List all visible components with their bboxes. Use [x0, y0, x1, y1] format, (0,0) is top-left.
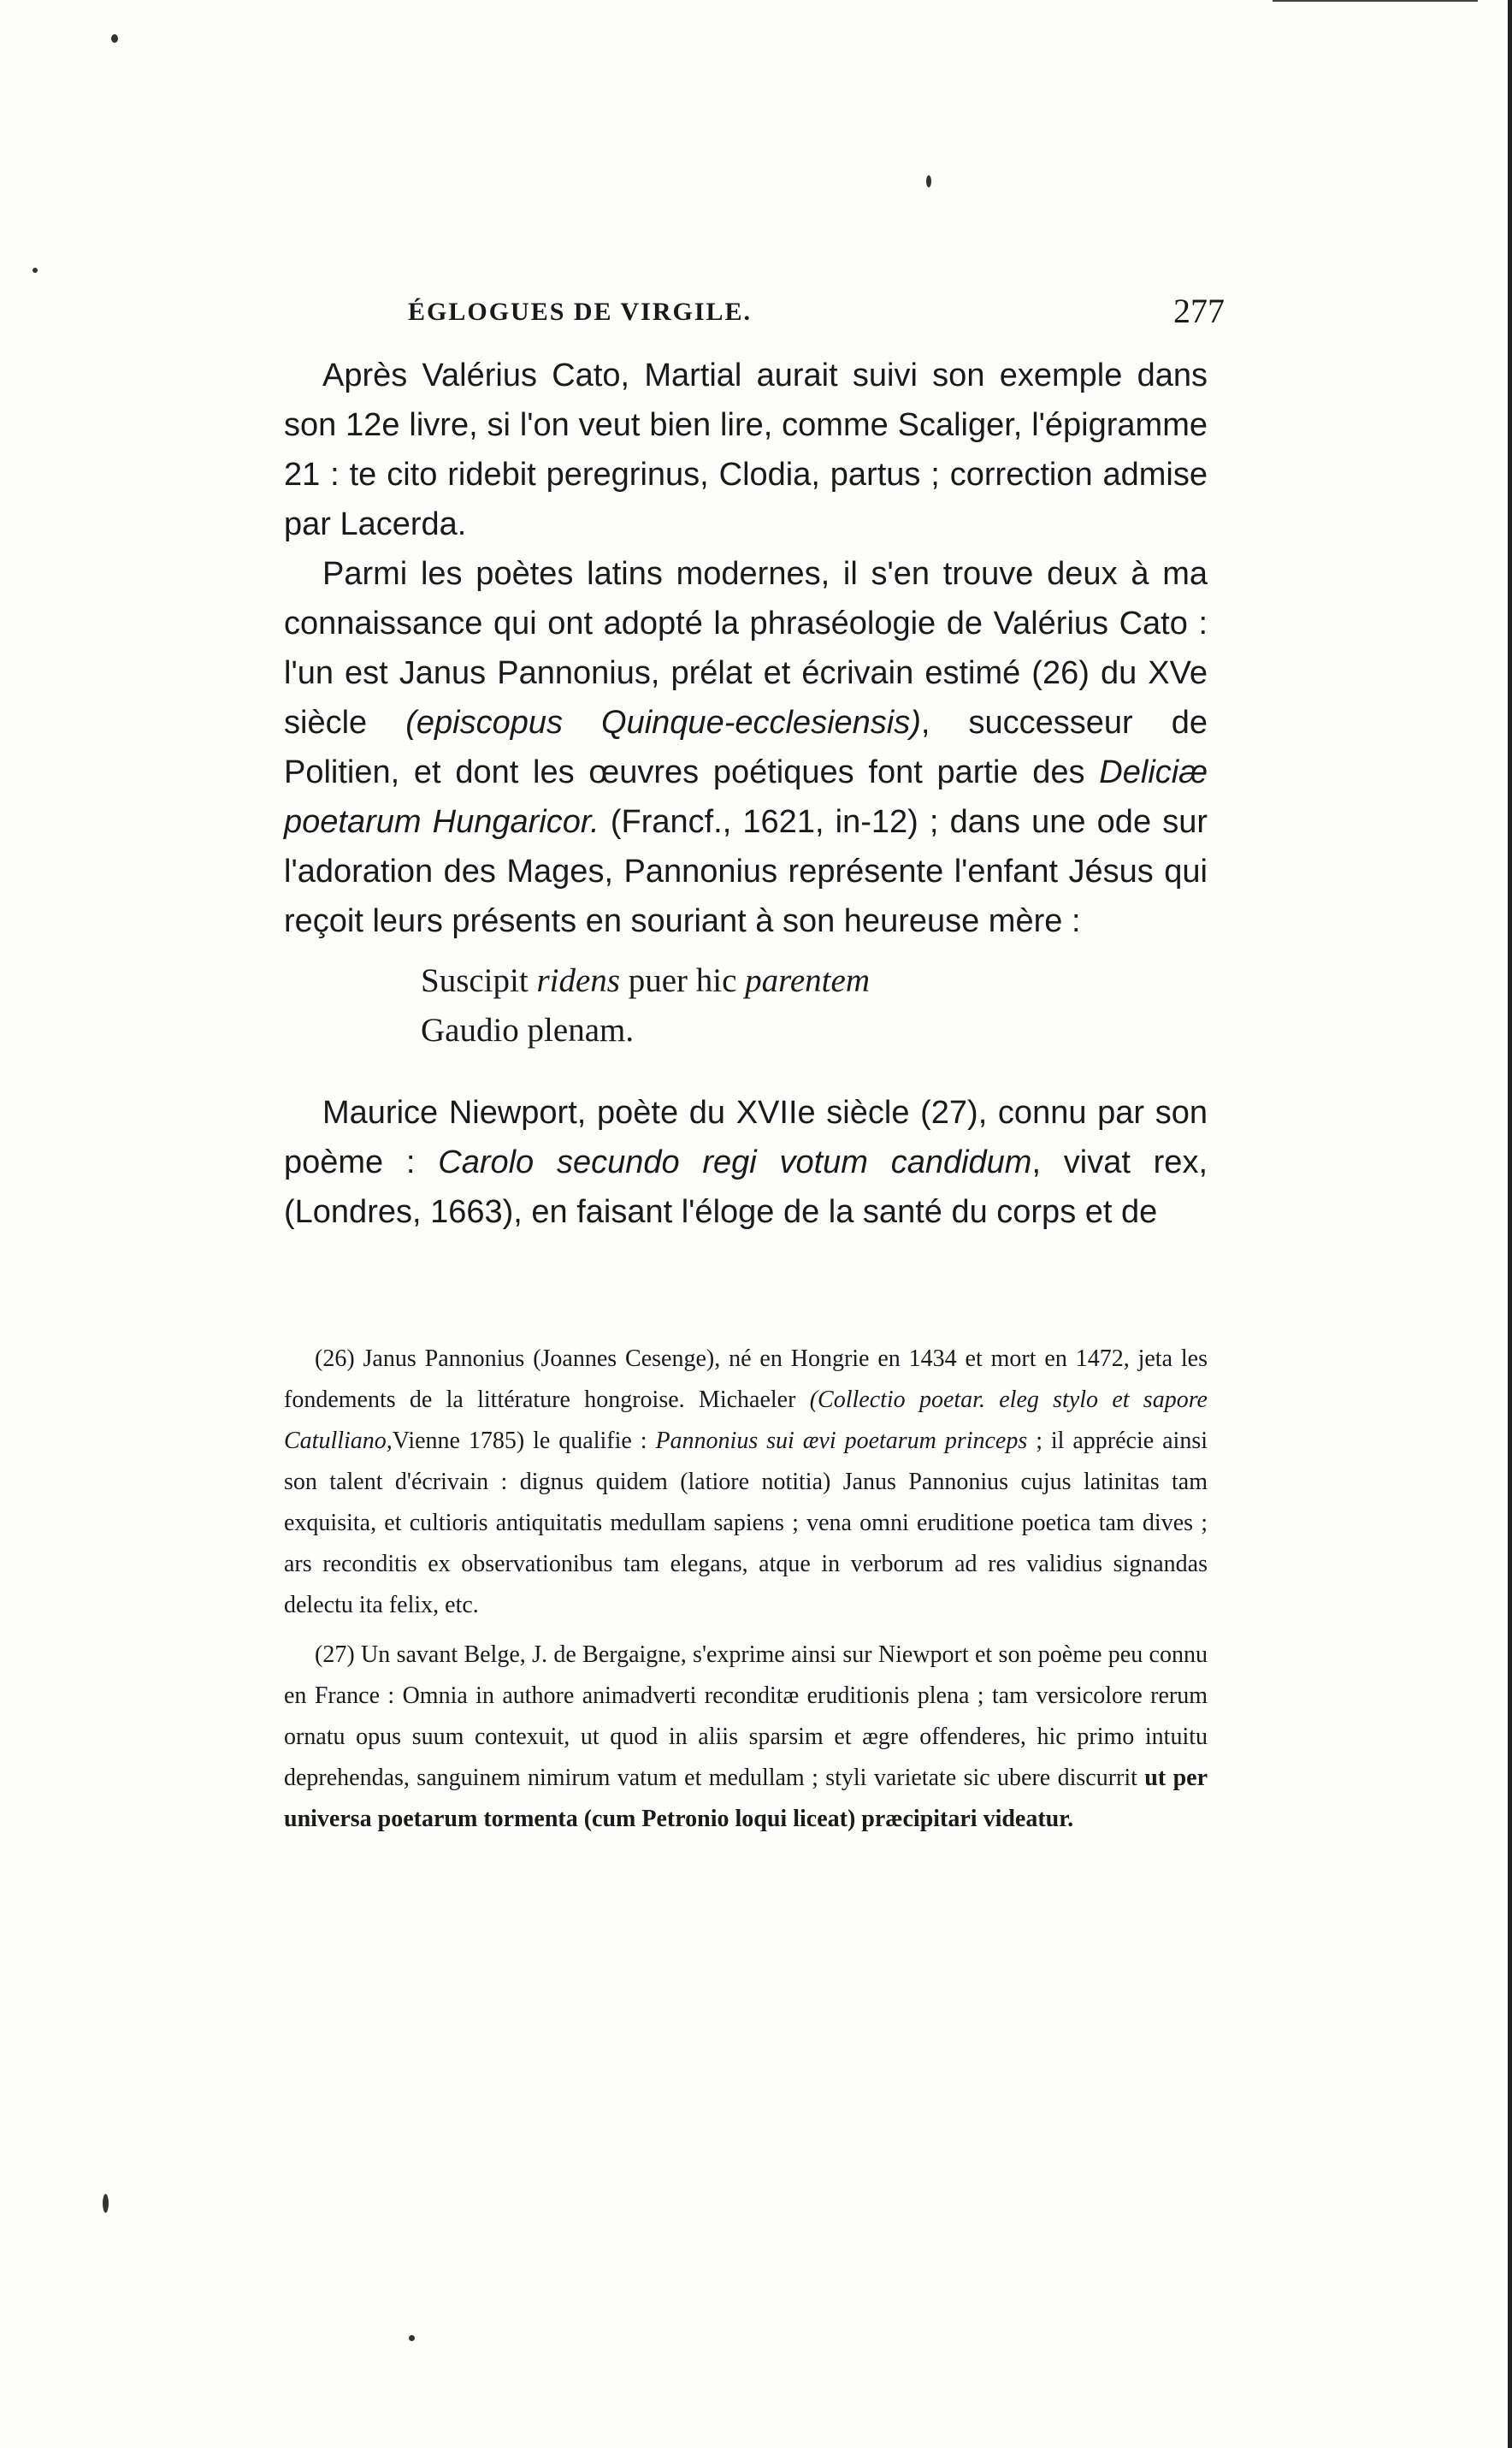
paragraph-2-text-a: Parmi les poètes latins modernes, il s'en trouve deux à ma connaissance qui ont adopté la phraséologie de Valérius Cato : l'un est Janus Pannonius, prélat et écrivain estimé (26) du XVe siècle [284, 556, 1208, 741]
paragraph-2-text-b: , successeur de Politien, et dont les œuvres poétiques font partie des [284, 705, 1208, 790]
ink-speck [32, 268, 38, 273]
ink-speck [103, 2194, 109, 2213]
ink-speck [926, 175, 931, 187]
running-title: ÉGLOGUES DE VIRGILE. [408, 298, 753, 326]
verse-line-1 [421, 956, 1208, 1006]
footnote-27-bold-text: ut per universa poetarum tormenta (cum Petronio loqui liceat) præcipitari videatur. [284, 1765, 1208, 1832]
ink-speck [111, 34, 118, 43]
footnotes [284, 1339, 1208, 1848]
footnote-26-italic-1: (Collectio poetar. eleg stylo et sapore Catulliano, [284, 1387, 1208, 1454]
paragraph-2-italic-2: Deliciæ poetarum Hungaricor. [284, 754, 1208, 840]
footnote-26-italic-2: Pannonius sui ævi poetarum princeps [655, 1428, 1028, 1454]
main-text [284, 351, 1208, 1237]
footnote-26-text-b: Vienne 1785) le qualifie : [392, 1428, 647, 1454]
verse-italic-word: ridens [536, 962, 620, 999]
ink-speck [409, 2335, 415, 2341]
verse-word: puer hic [628, 962, 737, 999]
verse-line-2: Gaudio plenam. [421, 1012, 635, 1049]
page-edge-shadow [1508, 0, 1512, 2448]
paragraph-3-text-a: Maurice Niewport, poète du XVIIe siècle (27), connu par son poème : [284, 1095, 1208, 1180]
top-rule [1273, 0, 1478, 2]
verse-quote [421, 956, 1208, 1055]
paragraph-3-italic: Carolo secundo regi votum candidum [438, 1144, 1032, 1180]
paragraph-3 [284, 1088, 1208, 1237]
footnote-27 [284, 1635, 1208, 1840]
verse-italic-word: parentem [745, 962, 870, 999]
footnote-26-text-a: (26) Janus Pannonius (Joannes Cesenge), né en Hongrie en 1434 et mort en 1472, jeta les fondements de la littérature hongroise. Michaeler [284, 1345, 1208, 1413]
page-header [284, 291, 1225, 342]
page-number: 277 [1173, 292, 1225, 330]
footnote-27-text-a: (27) Un savant Belge, J. de Bergaigne, s'exprime ainsi sur Niewport et son poème peu connu en France : Omnia in authore animadverti reconditæ eruditionis plena ; tam versicolore rerum ornatu opus suum contexuit, ut quod in aliis sparsim et ægre offenderes, hic primo intuitu deprehendas, sanguinem nimirum vatum et medullam ; styli varietate sic ubere discurrit [284, 1641, 1208, 1791]
verse-word: Suscipit [421, 962, 529, 999]
paragraph-2 [284, 549, 1208, 946]
footnote-26 [284, 1339, 1208, 1626]
paragraph-1: Après Valérius Cato, Martial aurait suivi son exemple dans son 12e livre, si l'on veut bien lire, comme Scaliger, l'épigramme 21 : te cito ridebit peregrinus, Clodia, partus ; correction admise par Lacerda. [284, 358, 1208, 542]
paragraph-2-text-c: (Francf., 1621, in-12) ; dans une ode sur l'adoration des Mages, Pannonius représente l'enfant Jésus qui reçoit leurs présents en souriant à son heureuse mère : [284, 804, 1208, 939]
paragraph-3-text-b: , vivat rex, (Londres, 1663), en faisant l'éloge de la santé du corps et de [284, 1144, 1208, 1230]
footnote-26-text-c: ; il apprécie ainsi son talent d'écrivain : dignus quidem (latiore notitia) Janus Pannonius cujus latinitas tam exquisita, et cultioris antiquitatis medullam sapiens ; vena omni eruditione poetica tam dives ; ars reconditis ex observationibus tam elegans, atque in verborum ad res validius signandas delectu ita felix, etc. [284, 1428, 1208, 1618]
paragraph-2-italic-1: (episcopus Quinque-ecclesiensis) [405, 705, 921, 741]
